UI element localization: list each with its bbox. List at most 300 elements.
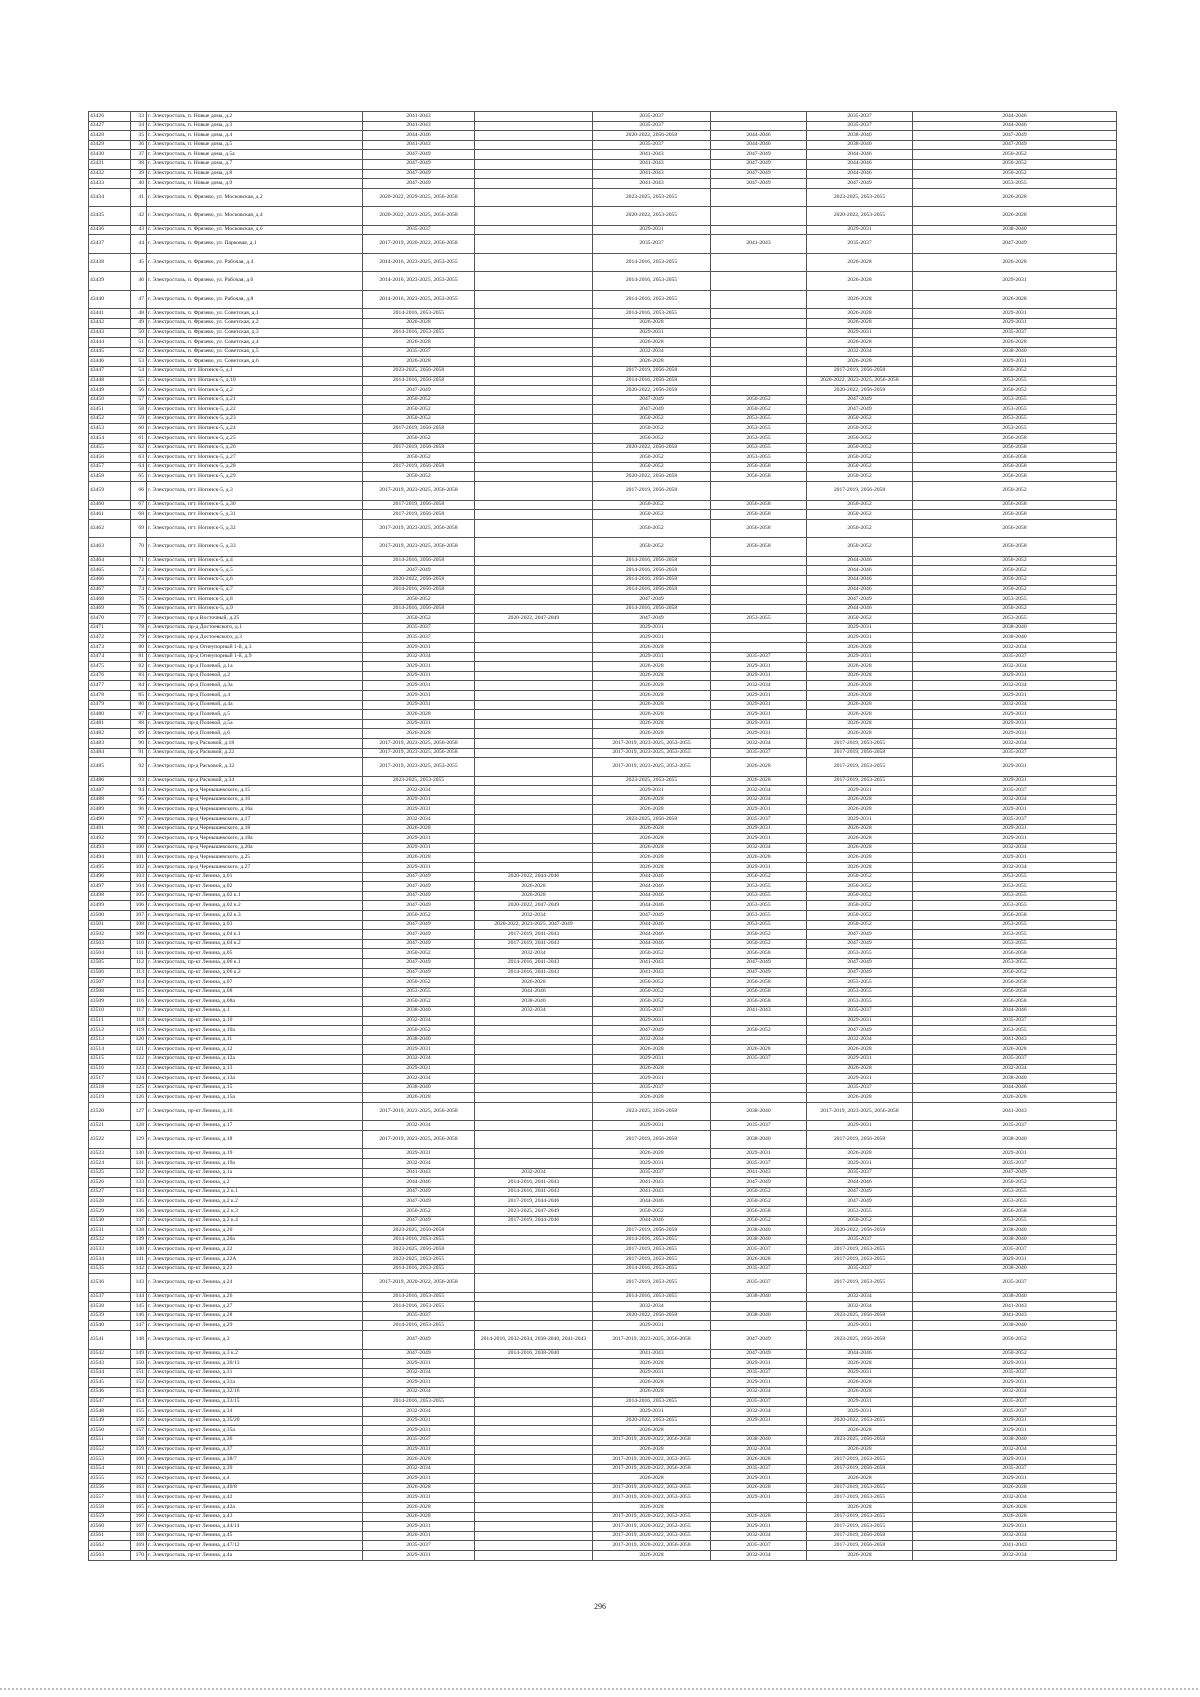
table-cell: 2014-2016, 2056-2058 [593,376,711,386]
table-cell [711,366,807,376]
table-row [89,510,1117,520]
table-cell: 2035-2037 [711,1264,807,1274]
table-cell: 2014-2016, 2056-2058 [363,604,475,614]
table-cell: 2053-2055 [913,414,1117,424]
table-cell: 2017-2019, 2023-2025, 2053-2055 [593,739,711,749]
table-cell: 2050-2052 [711,1216,807,1226]
table-cell: 2026-2028 [913,1093,1117,1103]
table-cell: 2029-2031 [913,1426,1117,1436]
table-row [89,159,1117,169]
table-cell: 2032-2034 [363,1407,475,1417]
table-cell: г. Электросталь, пгт. Ногинск-5, д.2 [147,386,363,396]
table-cell: 2014-2016, 2056-2058 [363,376,475,386]
table-row [89,1387,1117,1397]
table-cell: 162 [131,1474,147,1484]
table-row [89,585,1117,595]
table-cell: 2020-2022, 2047-2049 [475,614,593,624]
table-cell: 43512 [89,1026,131,1036]
table-cell: 68 [131,510,147,520]
table-cell: 73 [131,575,147,585]
table-cell: 2032-2034 [913,1551,1117,1561]
table-cell: 2047-2049 [807,1187,913,1197]
table-cell: 43519 [89,1093,131,1103]
table-cell: 2026-2028 [593,662,711,672]
table-row [89,366,1117,376]
table-row [89,911,1117,921]
table-cell: 2053-2055 [913,901,1117,911]
table-cell: 2050-2052 [807,472,913,482]
table-cell: 54 [131,366,147,376]
table-row [89,872,1117,882]
table-cell: 2032-2034 [913,700,1117,710]
table-cell: 2041-2043 [593,1178,711,1188]
table-cell: г. Электросталь, пр-кт Ленина, д.11 [147,1035,363,1045]
table-cell: г. Электросталь, пр-кт Ленина, д.42 [147,1493,363,1503]
table-cell: 2017-2019, 2053-2055 [807,776,913,786]
table-cell [711,121,807,131]
table-cell: 77 [131,614,147,624]
table-cell: 2017-2019, 2056-2058 [807,1531,913,1541]
table-cell: 2014-2016, 2053-2055 [363,1264,475,1274]
table-cell: 2035-2037 [593,235,711,254]
table-cell: 2047-2049 [363,930,475,940]
table-cell: 2017-2019, 2056-2058 [363,443,475,453]
table-cell: 2026-2028 [593,357,711,367]
table-cell: г. Электросталь, пр-кт Ленина, д.37 [147,1445,363,1455]
table-cell: г. Электросталь, п. Фрязево, ул. Рабочая, д.6 [147,272,363,291]
table-cell: 2035-2037 [363,623,475,633]
table-cell: 86 [131,700,147,710]
table-cell: 2029-2031 [363,1064,475,1074]
table-cell: 43466 [89,575,131,585]
table-cell: 161 [131,1464,147,1474]
table-cell: г. Электросталь, п. Фрязево, ул. Рабочая, д.8 [147,290,363,309]
table-row [89,920,1117,930]
table-cell: г. Электросталь, п. Фрязево, ул. Советская, д.1 [147,309,363,319]
table-cell: 2035-2037 [593,140,711,150]
table-cell: г. Электросталь, пр-кт Ленина, д.35/20 [147,1416,363,1426]
table-cell: г. Электросталь, пр-кт Ленина, д.17 [147,1121,363,1131]
table-cell: 2047-2049 [913,1168,1117,1178]
table-cell: 43505 [89,958,131,968]
table-cell: 2050-2052 [711,1187,807,1197]
table-cell: 2050-2052 [807,510,913,520]
table-cell: 2020-2022, 2023-2025, 2056-2058 [363,207,475,226]
table-cell: 2017-2019, 2020-2022, 2053-2055 [593,1512,711,1522]
table-cell: 2035-2037 [711,1121,807,1131]
table-row [89,710,1117,720]
table-cell [475,510,593,520]
table-cell: 34 [131,121,147,131]
table-cell: 2017-2019, 2053-2055 [807,1245,913,1255]
table-cell: 81 [131,652,147,662]
table-cell [475,834,593,844]
table-cell: 2026-2028 [593,834,711,844]
table-cell: 2032-2034 [593,347,711,357]
table-cell: 2053-2055 [711,920,807,930]
table-cell: 92 [131,758,147,777]
table-cell: 2041-2043 [363,121,475,131]
table-cell: 59 [131,414,147,424]
table-row [89,395,1117,405]
table-cell: 2035-2037 [913,328,1117,338]
table-cell: 2014-2016, 2041-2043 [475,1187,593,1197]
table-cell: 2050-2052 [807,614,913,624]
table-cell: 43480 [89,710,131,720]
table-cell: 2053-2055 [711,434,807,444]
table-cell: 2032-2034 [475,911,593,921]
table-cell: 2029-2031 [913,805,1117,815]
table-cell: 2023-2025, 2056-2058 [363,1226,475,1236]
table-row [89,1045,1117,1055]
table-cell: 43506 [89,968,131,978]
table-cell: г. Электросталь, пгт. Ногинск-5, д.1 [147,366,363,376]
table-cell [475,652,593,662]
table-cell: г. Электросталь, пр-кт Ленина, д.20 [147,1226,363,1236]
table-cell: 100 [131,843,147,853]
table-cell: 2044-2046 [807,159,913,169]
table-cell: 43544 [89,1368,131,1378]
table-cell: 2026-2028 [807,729,913,739]
table-cell: 2050-2052 [913,556,1117,566]
table-cell: 2023-2025, 2053-2055 [363,776,475,786]
table-cell [475,519,593,538]
table-cell: 2041-2043 [363,1168,475,1178]
table-row [89,662,1117,672]
table-cell: 2017-2019, 2053-2055 [807,1483,913,1493]
table-row [89,575,1117,585]
table-cell: 2017-2019, 2020-2022, 2053-2055 [593,1483,711,1493]
table-cell: 2026-2028 [593,710,711,720]
table-cell: 2020-2031 [363,1531,475,1541]
table-cell: г. Электросталь, пр-кт Ленина, д.42а [147,1503,363,1513]
table-cell: 2035-2037 [711,1159,807,1169]
table-cell: 2047-2049 [363,1349,475,1359]
table-cell: 65 [131,472,147,482]
table-cell: 2044-2046 [711,131,807,141]
table-cell: 43426 [89,112,131,122]
table-cell: 43558 [89,1503,131,1513]
table-cell [475,150,593,160]
table-row [89,500,1117,510]
table-row [89,1159,1117,1169]
table-cell: г. Электросталь, пр-кт Ленина, д.29 [147,1321,363,1331]
table-cell: 2050-2052 [807,453,913,463]
table-cell: г. Электросталь, пр-кт Ленина, д.20а [147,1235,363,1245]
table-cell: 2029-2031 [363,1493,475,1503]
table-cell [475,1435,593,1445]
table-cell: 55 [131,376,147,386]
table-cell: 2026-2028 [363,824,475,834]
table-cell: 78 [131,623,147,633]
table-row [89,482,1117,501]
table-cell: г. Электросталь, пр-д Чернышевского, д.25 [147,853,363,863]
table-cell: 2023-2025, 2056-2058 [363,366,475,376]
table-cell: 2029-2031 [913,1359,1117,1369]
table-cell: 2047-2049 [711,150,807,160]
table-cell: 43444 [89,338,131,348]
table-cell: 2026-2028 [593,1359,711,1369]
table-cell: 2050-2052 [913,366,1117,376]
table-cell [475,482,593,501]
table-row [89,150,1117,160]
table-cell: г. Электросталь, п. Фрязево, ул. Рабочая, д.4 [147,253,363,272]
table-cell: 2026-2028 [807,662,913,672]
table-cell: 44 [131,235,147,254]
table-cell: 2050-2052 [593,987,711,997]
table-cell [475,366,593,376]
table-cell: 2029-2031 [913,309,1117,319]
table-cell: 2014-2016, 2041-2043 [475,958,593,968]
table-cell: г. Электросталь, пр-д Полевой, д.4а [147,700,363,710]
table-cell: 43479 [89,700,131,710]
table-cell: 2014-2016, 2053-2055 [593,253,711,272]
table-cell: 43534 [89,1255,131,1265]
table-cell: 2041-2043 [593,179,711,189]
table-cell: 2017-2019, 2044-2046 [475,1197,593,1207]
table-cell [475,1464,593,1474]
table-cell: 2014-2016, 2056-2058 [593,566,711,576]
table-cell: 149 [131,1349,147,1359]
table-row [89,853,1117,863]
table-row [89,1551,1117,1561]
table-cell: 2017-2019, 2020-2022, 2056-2058 [593,1464,711,1474]
table-cell: 2053-2055 [913,1216,1117,1226]
table-cell: 2029-2031 [807,1121,913,1131]
table-cell [475,776,593,786]
table-cell: 94 [131,786,147,796]
table-cell: 2029-2031 [593,225,711,235]
table-cell: г. Электросталь, пр-д Полевой, д.1а [147,662,363,672]
table-cell: 2029-2031 [711,671,807,681]
table-cell: 2047-2049 [807,968,913,978]
table-cell: 114 [131,978,147,988]
table-row [89,318,1117,328]
table-cell: г. Электросталь, п. Фрязево, ул. Советская, д.4 [147,338,363,348]
table-cell: 53 [131,357,147,367]
table-cell: г. Электросталь, пр-д Расковой, д.32 [147,758,363,777]
table-cell: 2053-2055 [913,424,1117,434]
table-cell: 2035-2037 [363,1541,475,1551]
table-cell: 2029-2031 [807,786,913,796]
table-row [89,462,1117,472]
table-cell: г. Электросталь, пр-кт Ленина, д.2 к.3 [147,1207,363,1217]
table-cell: 142 [131,1264,147,1274]
table-cell: г. Электросталь, пр-кт Ленина, д.02 к.3 [147,911,363,921]
table-cell: 2029-2031 [593,1054,711,1064]
table-cell: 2050-2052 [363,434,475,444]
table-cell: г. Электросталь, пр-кт Ленина, д.12 [147,1045,363,1055]
table-cell: 2047-2049 [807,405,913,415]
table-cell [475,225,593,235]
table-cell: г. Электросталь, пр-кт Ленина, д.31а [147,1378,363,1388]
table-cell: 2026-2028 [913,1483,1117,1493]
table-cell: 2047-2049 [711,958,807,968]
table-cell: 2026-2028 [475,891,593,901]
table-cell: 2035-2037 [913,1407,1117,1417]
table-cell: 2029-2031 [807,1397,913,1407]
table-cell: 43461 [89,510,131,520]
table-cell: 2035-2037 [913,1464,1117,1474]
table-cell: 2056-2058 [913,978,1117,988]
table-cell: г. Электросталь, п. Новые дома, д.9 [147,179,363,189]
table-cell: 2017-2019, 2020-2022, 2053-2055 [593,1531,711,1541]
table-cell: 2050-2052 [363,595,475,605]
table-cell: 90 [131,739,147,749]
table-cell: 52 [131,347,147,357]
table-cell [475,1102,593,1121]
table-cell: г. Электросталь, пр-кт Ленина, д.16 [147,1102,363,1121]
table-cell: 2044-2046 [593,1216,711,1226]
table-cell: 2017-2019, 2044-2046 [475,1216,593,1226]
table-cell: г. Электросталь, пгт. Ногинск-5, д.23 [147,414,363,424]
table-cell: 2050-2052 [593,997,711,1007]
table-cell: 2035-2037 [593,121,711,131]
table-row [89,1445,1117,1455]
table-cell: 43503 [89,939,131,949]
table-cell: 2050-2052 [913,585,1117,595]
table-cell: 43437 [89,235,131,254]
table-cell: 2032-2034 [363,1054,475,1064]
table-cell [711,1093,807,1103]
table-cell [475,1064,593,1074]
table-cell: 2029-2031 [593,1121,711,1131]
table-cell: 47 [131,290,147,309]
table-cell: г. Электросталь, пр-кт Ленина, д.08а [147,997,363,1007]
table-cell: г. Электросталь, пр-кт Ленина, д.05 [147,949,363,959]
table-cell: 2044-2046 [363,131,475,141]
table-cell: 2023-2025, 2053-2055 [593,776,711,786]
table-cell: 108 [131,920,147,930]
table-cell: 2029-2031 [711,729,807,739]
table-cell: 2044-2046 [593,939,711,949]
table-cell: 43445 [89,347,131,357]
table-cell [711,1035,807,1045]
table-cell: 2029-2031 [363,671,475,681]
table-row [89,795,1117,805]
table-cell [711,556,807,566]
table-cell: 2029-2031 [711,1474,807,1484]
table-cell: 40 [131,179,147,189]
table-cell: 43545 [89,1378,131,1388]
table-cell [475,357,593,367]
table-cell: 43498 [89,891,131,901]
table-cell: 136 [131,1207,147,1217]
table-cell: г. Электросталь, пр-д Восточный, д.25 [147,614,363,624]
table-cell [475,1474,593,1484]
table-cell: 2050-2052 [913,482,1117,501]
table-cell: 43458 [89,472,131,482]
table-cell: 2026-2028 [363,1093,475,1103]
table-cell: г. Электросталь, п. Новые дома, д.7 [147,159,363,169]
table-cell: 43436 [89,225,131,235]
table-cell: 2050-2052 [363,1026,475,1036]
table-row [89,253,1117,272]
table-cell [711,604,807,614]
table-cell: 2050-2052 [807,920,913,930]
table-cell [475,1378,593,1388]
table-cell: 132 [131,1168,147,1178]
table-cell: 2020-2022, 2053-2055 [593,1416,711,1426]
table-cell: 2044-2046 [593,872,711,882]
table-cell: 2035-2037 [593,1083,711,1093]
table-cell: 2053-2055 [913,930,1117,940]
table-cell: 129 [131,1130,147,1149]
table-cell: 43518 [89,1083,131,1093]
table-cell: 2029-2031 [711,1416,807,1426]
table-cell: г. Электросталь, пр-кт Ленина, д.04 к.2 [147,939,363,949]
table-row [89,1455,1117,1465]
table-cell: 43469 [89,604,131,614]
table-cell: г. Электросталь, пр-кт Ленина, д.47/12 [147,1541,363,1551]
table-cell: 2032-2034 [711,1445,807,1455]
table-cell: 43487 [89,786,131,796]
table-cell: 2035-2037 [593,112,711,122]
table-cell: 2032-2034 [363,1074,475,1084]
table-cell: 158 [131,1435,147,1445]
table-cell: 2038-2040 [363,1006,475,1016]
table-cell: 43513 [89,1035,131,1045]
table-cell: 2032-2034 [711,843,807,853]
table-cell: 2026-2028 [807,681,913,691]
table-cell: 2053-2055 [913,179,1117,189]
table-cell: г. Электросталь, пр-кт Ленина, д.28 [147,1311,363,1321]
table-cell: 2026-2028 [363,729,475,739]
table-cell: 2047-2049 [593,395,711,405]
table-row [89,414,1117,424]
table-cell [475,729,593,739]
table-row [89,1121,1117,1131]
table-cell: 66 [131,482,147,501]
table-row [89,1083,1117,1093]
table-cell: 74 [131,585,147,595]
table-cell: 2032-2034 [711,1387,807,1397]
table-cell: 170 [131,1551,147,1561]
table-cell: 43533 [89,1245,131,1255]
table-cell: г. Электросталь, пр-д Расковой, д.34 [147,776,363,786]
table-cell: г. Электросталь, пр-кт Ленина, д.1 [147,1006,363,1016]
table-cell: 43504 [89,949,131,959]
table-cell: 2014-2016, 2056-2058 [363,556,475,566]
table-cell: 2029-2031 [807,623,913,633]
table-cell: 2056-2058 [711,978,807,988]
table-cell: 2050-2052 [363,1207,475,1217]
table-cell: г. Электросталь, пр-д Чернышевского, д.15 [147,786,363,796]
table-cell: 33 [131,112,147,122]
table-cell: 2026-2028 [593,853,711,863]
table-cell [475,1512,593,1522]
table-cell: 2029-2031 [711,1493,807,1503]
table-cell: 141 [131,1255,147,1265]
table-cell: 2014-2016, 2023-2025, 2053-2055 [363,272,475,291]
table-cell: 2050-2052 [807,443,913,453]
table-cell: г. Электросталь, пгт. Ногинск-5, д.3 [147,482,363,501]
table-cell: 69 [131,519,147,538]
table-cell: 2056-2058 [711,1207,807,1217]
table-cell: 2014-2016, 2053-2055 [363,1292,475,1302]
table-cell: 2026-2028 [363,1503,475,1513]
table-cell: 2035-2037 [711,1245,807,1255]
table-cell: 2047-2049 [711,179,807,189]
table-cell: 2047-2049 [593,1026,711,1036]
table-cell: 2047-2049 [913,131,1117,141]
table-cell: 2035-2037 [807,121,913,131]
table-cell: 2017-2019, 2053-2055 [807,1255,913,1265]
table-cell: 2050-2052 [913,604,1117,614]
table-cell: 151 [131,1368,147,1378]
table-cell: 140 [131,1245,147,1255]
table-cell [711,585,807,595]
